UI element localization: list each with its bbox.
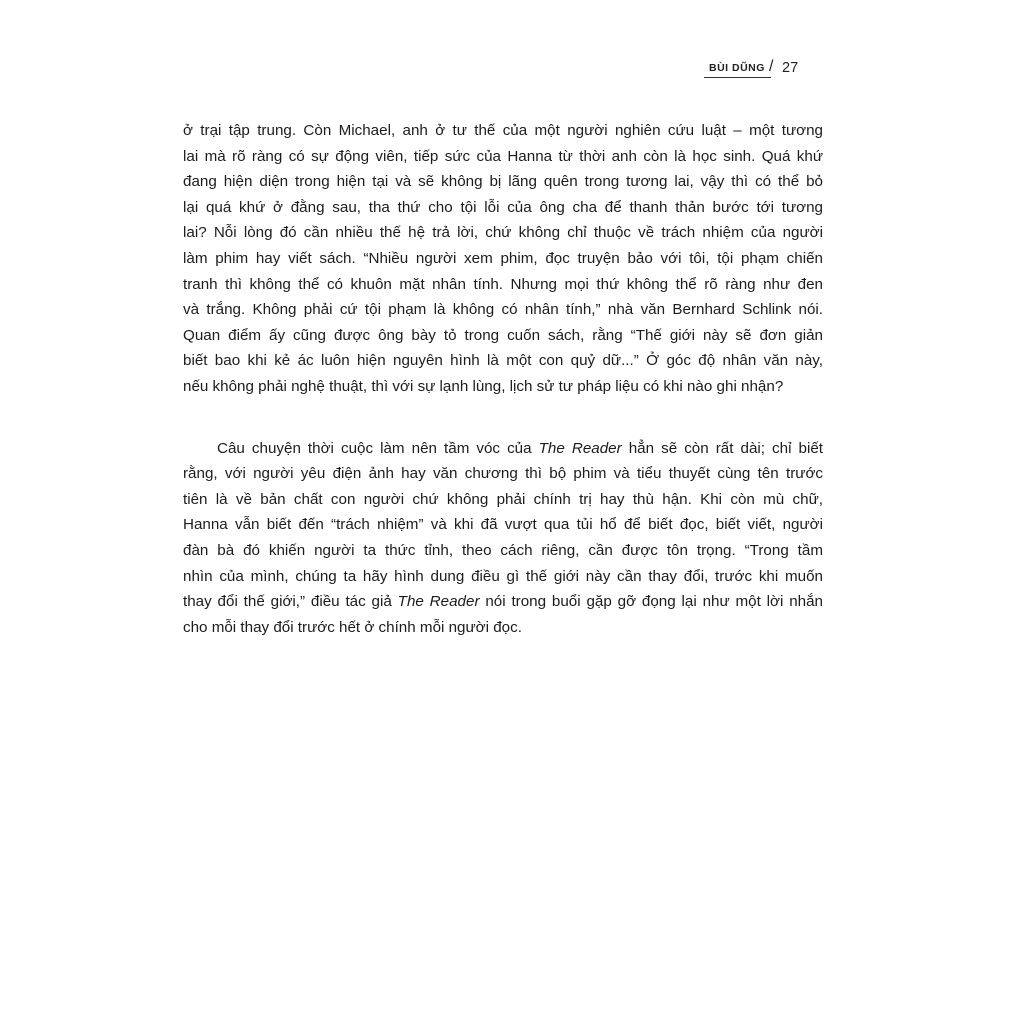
line-text: tiên là về bản chất con người chứ không phải chính trị hay thù hận. Khi còn mù chữ, (183, 490, 823, 508)
text-line (183, 220, 823, 246)
line-text: đàn bà đó khiến người ta thức tỉnh, theo cách riêng, cần được tôn trọng. “Trong tầm (183, 541, 823, 559)
page-number: 27 (782, 60, 799, 76)
text-line (183, 538, 823, 564)
line-text: cho mỗi thay đổi trước hết ở chính mỗi người đọc. (183, 618, 522, 636)
line-text: hẳn sẽ còn rất dài; chỉ biết (621, 439, 823, 457)
line-text: nhìn của mình, chúng ta hãy hình dung điều gì thế giới này cần thay đổi, trước khi muốn (183, 567, 823, 585)
line-text: biết bao khi kẻ ác luôn hiện nguyên hình là một con quỷ dữ...” Ở góc độ nhân văn này, (183, 352, 823, 370)
header-slash: / (769, 58, 774, 75)
text-line (183, 195, 823, 221)
running-header (700, 58, 810, 84)
line-text: rằng, với người yêu điện ảnh hay văn chương thì bộ phim và tiểu thuyết cùng tên trước (183, 465, 823, 483)
line-text: làm phim hay viết sách. “Nhiều người xem phim, đọc truyện bảo với tôi, tội phạm chiến (183, 249, 823, 267)
line-text: lại quá khứ ở đằng sau, tha thứ cho tội lỗi của ông cha để thanh thản bước tới tương (183, 198, 823, 216)
text-line (183, 323, 823, 349)
paragraph-2 (183, 436, 823, 641)
book-title: The Reader (397, 593, 480, 611)
author-name: BÙI DŨNG (709, 62, 765, 74)
line-text: Quan điểm ấy cũng được ông bày tỏ trong cuốn sách, rằng “Thế giới này sẽ đơn giản (183, 326, 823, 344)
text-line (183, 272, 823, 298)
text-line (183, 615, 823, 641)
text-line (183, 297, 823, 323)
line-text: Câu chuyện thời cuộc làm nên tầm vóc của (217, 439, 539, 457)
line-text: nói trong buổi gặp gỡ đọng lại như một lời nhắn (479, 593, 823, 611)
line-text: tranh thì không thể có khuôn mặt nhân tính. Nhưng mọi thứ không thể rõ ràng như đen (183, 275, 823, 293)
line-text: lai? Nỗi lòng đó cần nhiều thế hệ trả lời, chứ không chỉ thuộc về trách nhiệm của người (183, 224, 823, 242)
text-line (183, 118, 823, 144)
text-line (183, 589, 823, 615)
body-text (183, 118, 823, 640)
line-text: ở trại tập trung. Còn Michael, anh ở tư thế của một người nghiên cứu luật – một tương (183, 122, 823, 139)
paragraph-1 (183, 118, 823, 400)
text-line (183, 461, 823, 487)
text-line (183, 348, 823, 374)
text-line (183, 169, 823, 195)
text-line (183, 564, 823, 590)
text-line (183, 144, 823, 170)
line-text: nếu không phải nghệ thuật, thì với sự lạnh lùng, lịch sử tư pháp liệu có khi nào ghi nhận? (183, 377, 784, 395)
line-text: thay đổi thế giới,” điều tác giả (183, 593, 398, 611)
text-line (183, 512, 823, 538)
header-rule (704, 77, 771, 78)
book-title: The Reader (538, 439, 622, 457)
text-line (183, 374, 823, 400)
line-text: đang hiện diện trong hiện tại và sẽ không bị lãng quên trong tương lai, vậy thì có thể bỏ (183, 173, 823, 191)
text-line (183, 487, 823, 513)
text-line (183, 246, 823, 272)
line-text: và trắng. Không phải cứ tội phạm là không có nhân tính,” nhà văn Bernhard Schlink nói. (183, 301, 823, 319)
line-text: Hanna vẫn biết đến “trách nhiệm” và khi đã vượt qua tủi hổ để biết đọc, biết viết, người (183, 516, 823, 534)
line-text: lai mà rõ ràng có sự động viên, tiếp sức của Hanna từ thời anh còn là học sinh. Quá khứ (183, 147, 823, 165)
text-line (183, 436, 823, 462)
